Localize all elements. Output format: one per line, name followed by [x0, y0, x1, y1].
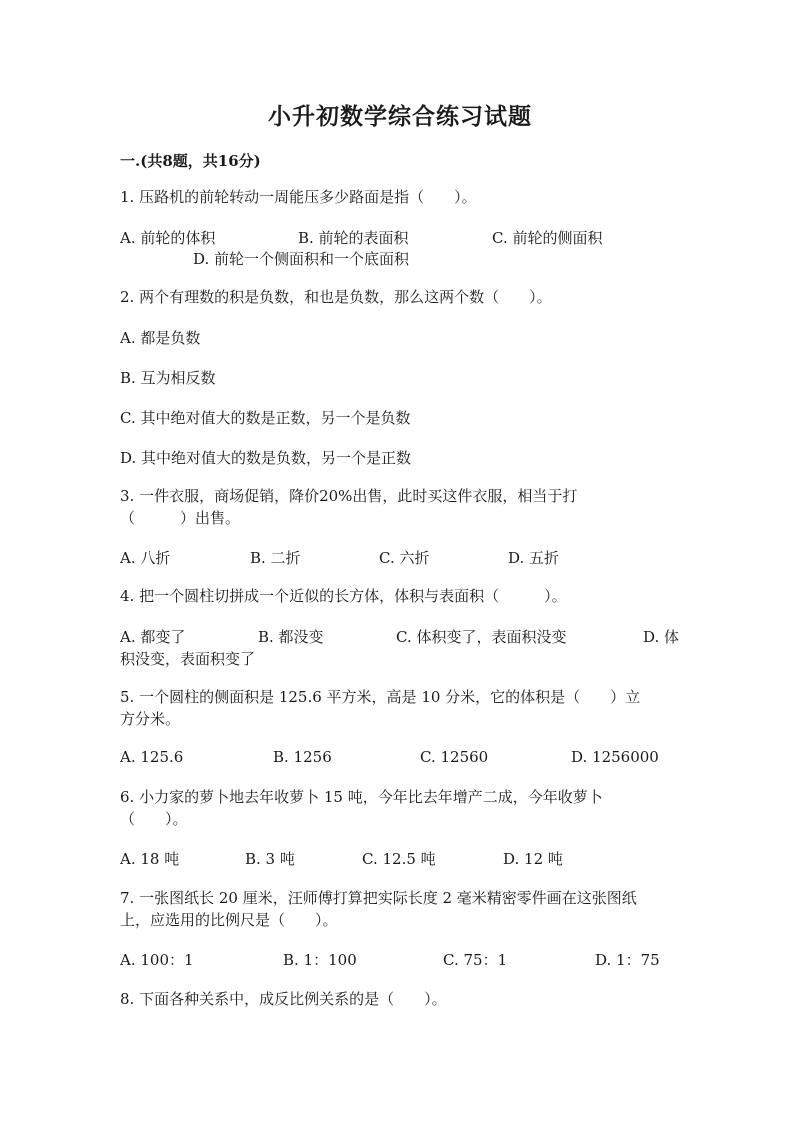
question-5-option-a: A. 125.6 [120, 748, 184, 766]
section-header: 一.(共8题，共16分) [120, 152, 261, 170]
question-6-stem-line-1: 6. 小力家的萝卜地去年收萝卜 15 吨，今年比去年增产二成，今年收萝卜 [120, 788, 603, 806]
question-7-option-d: D. 1：75 [595, 951, 660, 969]
question-3-option-d: D. 五折 [508, 549, 560, 567]
question-3-option-a: A. 八折 [120, 549, 171, 567]
question-3-stem-line-2: （ ）出售。 [120, 509, 241, 527]
question-7-option-b: B. 1：100 [283, 951, 357, 969]
question-7-option-a: A. 100：1 [120, 951, 194, 969]
question-6-option-d: D. 12 吨 [503, 850, 563, 868]
question-1-option-d: D. 前轮一个侧面积和一个底面积 [193, 250, 410, 268]
question-5-option-d: D. 1256000 [571, 748, 659, 766]
question-6-option-c: C. 12.5 吨 [362, 850, 436, 868]
question-6-stem-line-2: （ ）。 [120, 810, 188, 828]
question-7-stem-line-1: 7. 一张图纸长 20 厘米，汪师傅打算把实际长度 2 毫米精密零件画在这张图纸 [120, 889, 637, 907]
question-4-option-a: A. 都变了 [120, 628, 186, 646]
question-5-option-c: C. 12560 [420, 748, 489, 766]
question-4-option-d-line-2: 积没变，表面积变了 [120, 650, 256, 668]
question-2-stem: 2. 两个有理数的积是负数，和也是负数，那么这两个数（ ）。 [120, 288, 552, 306]
question-1-option-a: A. 前轮的体积 [120, 229, 216, 247]
question-8-stem: 8. 下面各种关系中，成反比例关系的是（ ）。 [120, 990, 447, 1008]
question-2-option-b: B. 互为相反数 [120, 369, 216, 387]
question-4-stem: 4. 把一个圆柱切拼成一个近似的长方体，体积与表面积（ ）。 [120, 587, 567, 605]
question-2-option-a: A. 都是负数 [120, 329, 201, 347]
question-6-option-a: A. 18 吨 [120, 850, 180, 868]
question-2-option-d: D. 其中绝对值大的数是负数，另一个是正数 [120, 449, 412, 467]
question-1-stem: 1. 压路机的前轮转动一周能压多少路面是指（ ）。 [120, 188, 477, 206]
question-4-option-c: C. 体积变了，表面积没变 [396, 628, 567, 646]
question-3-stem-line-1: 3. 一件衣服，商场促销，降价20%出售，此时买这件衣服，相当于打 [120, 487, 578, 505]
question-4-option-d-line-1: D. 体 [643, 628, 680, 646]
page-title: 小升初数学综合练习试题 [268, 103, 532, 130]
question-3-option-c: C. 六折 [379, 549, 430, 567]
question-5-option-b: B. 1256 [273, 748, 332, 766]
question-7-option-c: C. 75：1 [443, 951, 508, 969]
question-3-option-b: B. 二折 [250, 549, 301, 567]
question-1-option-c: C. 前轮的侧面积 [492, 229, 603, 247]
question-5-stem-line-1: 5. 一个圆柱的侧面积是 125.6 平方米，高是 10 分米，它的体积是（ ）立 [120, 688, 641, 706]
question-2-option-c: C. 其中绝对值大的数是正数，另一个是负数 [120, 409, 411, 427]
question-1-option-b: B. 前轮的表面积 [298, 229, 409, 247]
question-5-stem-line-2: 方分米。 [120, 710, 181, 728]
question-6-option-b: B. 3 吨 [245, 850, 295, 868]
question-7-stem-line-2: 上，应选用的比例尺是（ ）。 [120, 911, 338, 929]
question-4-option-b: B. 都没变 [258, 628, 324, 646]
